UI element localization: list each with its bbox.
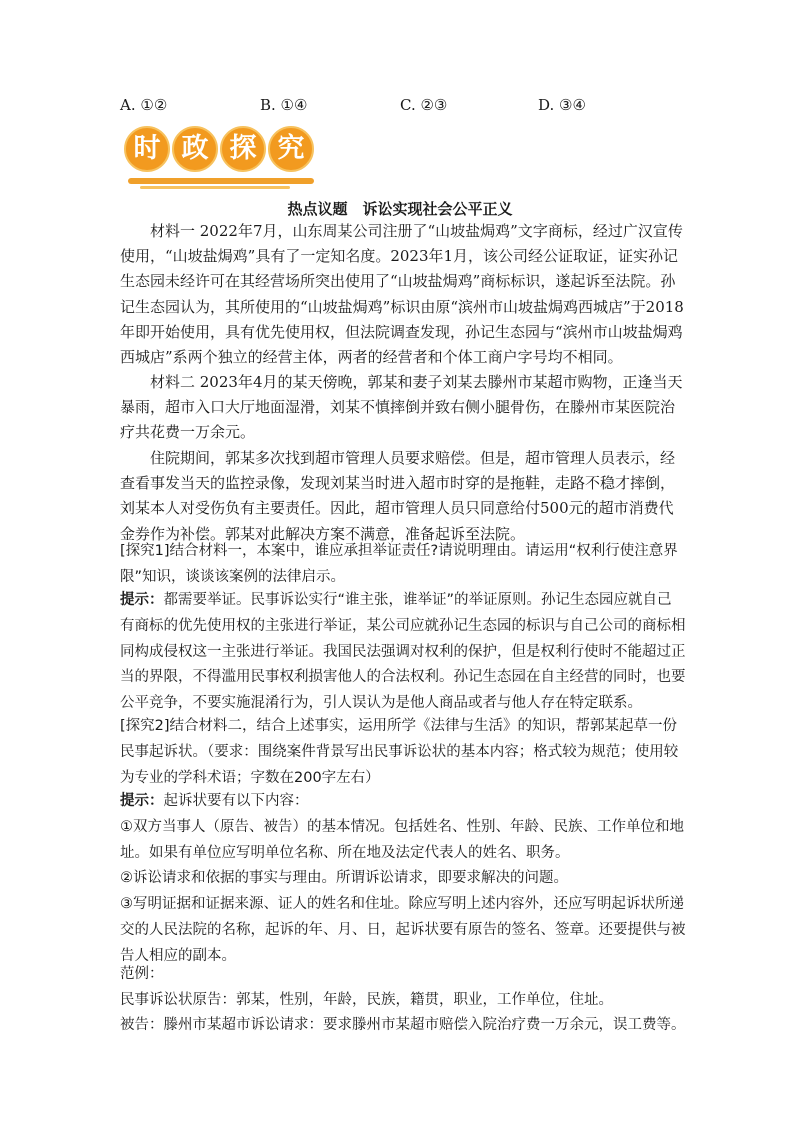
option-d: D. ③④	[538, 96, 586, 114]
hint-label: 提示：	[120, 793, 164, 809]
material-2-continued: 住院期间，郭某多次找到超市管理人员要求赔偿。但是，超市管理人员表示，经查看事发当天的监控录像，发现刘某当时进入超市时穿的是拖鞋，走路不稳才摔倒，刘某本人对受伤负有主要责任。因此，超市管理人员只同意给付500元的超市消费代金券作为补偿。郭某对此解决方案不满意，准备起诉至法院。	[120, 449, 676, 543]
hint-1	[120, 588, 686, 717]
banner-char: 究	[268, 126, 314, 172]
list-item-3: ③写明证据和证据来源、证人的姓名和住址。除应写明上述内容外，还应写明起诉状所递交的人民法院的名称，起诉的年、月、日，起诉状要有原告的签名、签章。还要提供与被告人相应的副本。	[120, 896, 686, 964]
option-a: A. ①②	[120, 96, 168, 114]
section-banner	[122, 124, 322, 190]
banner-underline	[128, 178, 314, 184]
hint-2-text: 起诉状要有以下内容：	[163, 793, 309, 809]
hint-1-text: 都需要举证。民事诉讼实行“谁主张，谁举证”的举证原则。孙记生态园应就自己有商标的优先使用权的主张进行举证，某公司应就孙记生态园的标识与自己公司的商标相同构成侵权这一主张进行举证。我国民法强调对权利的保护，但是权利行使时不能超过正当的界限，不得滥用民事权利损害他人的合法权利。孙记生态园在自主经营的同时，也要公平竞争，不要实施混淆行为，引人误认为是他人商品或者与他人存在特定联系。	[120, 592, 686, 712]
hint-2	[120, 789, 686, 815]
list-item-2: ②诉讼请求和依据的事实与理由。所谓诉讼请求，即要求解决的问题。	[120, 870, 568, 886]
banner-char: 探	[220, 126, 266, 172]
option-b: B. ①④	[260, 96, 308, 114]
option-c: C. ②③	[400, 96, 448, 114]
material-2: 材料二 2023年4月的某天傍晚，郭某和妻子刘某去滕州市某超市购物，正逢当天暴雨，超市入口大厅地面湿滑，刘某不慎摔倒并致右侧小腿骨伤，在滕州市某医院治疗共花费一万余元。	[120, 373, 683, 442]
example-line-2: 被告：滕州市某超市诉讼请求：要求滕州市某超市赔偿入院治疗费一万余元，误工费等。	[120, 1017, 686, 1033]
banner-char: 时	[124, 126, 170, 172]
question-1: [探究1]结合材料一，本案中，谁应承担举证责任?请说明理由。请运用“权利行使注意界限”知识，谈谈该案例的法律启示。	[120, 543, 678, 585]
hint-label: 提示：	[120, 592, 164, 608]
material-1: 材料一 2022年7月，山东周某公司注册了“山坡盐焗鸡”文字商标，经过广汉宣传使用，“山坡盐焗鸡”具有了一定知名度。2023年1月，该公司经公证取证，证实孙记生态园未经许可在其经营场所突出使用了“山坡盐焗鸡”商标标识，遂起诉至法院。孙记生态园认为，其所使用的“山坡盐焗鸡”标识由原“滨州市山坡盐焗鸡西城店”于2018年即开始使用，具有优先使用权，但法院调查发现，孙记生态园与“滨州市山坡盐焗鸡西城店”系两个独立的经营主体，两者的经营者和个体工商户字号均不相同。	[120, 222, 684, 367]
example-line-1: 民事诉讼状原告：郭某，性别，年龄，民族，籍贯，职业，工作单位，住址。	[120, 992, 613, 1008]
answer-options	[120, 96, 680, 118]
list-item-1: ①双方当事人（原告、被告）的基本情况。包括姓名、性别、年龄、民族、工作单位和地址。如果有单位应写明单位名称、所在地及法定代表人的姓名、职务。	[120, 819, 684, 861]
banner-char: 政	[172, 126, 218, 172]
example-label: 范例：	[120, 966, 164, 982]
banner-underline-small	[140, 186, 290, 189]
question-2: [探究2]结合材料二，结合上述事实，运用所学《法律与生活》的知识，帮郭某起草一份民事起诉状。（要求：围绕案件背景写出民事诉讼状的基本内容；格式较为规范；使用较为专业的学科术语；字数在200字左右）	[120, 718, 679, 786]
page-title: 热点议题 诉讼实现社会公平正义	[287, 200, 513, 218]
